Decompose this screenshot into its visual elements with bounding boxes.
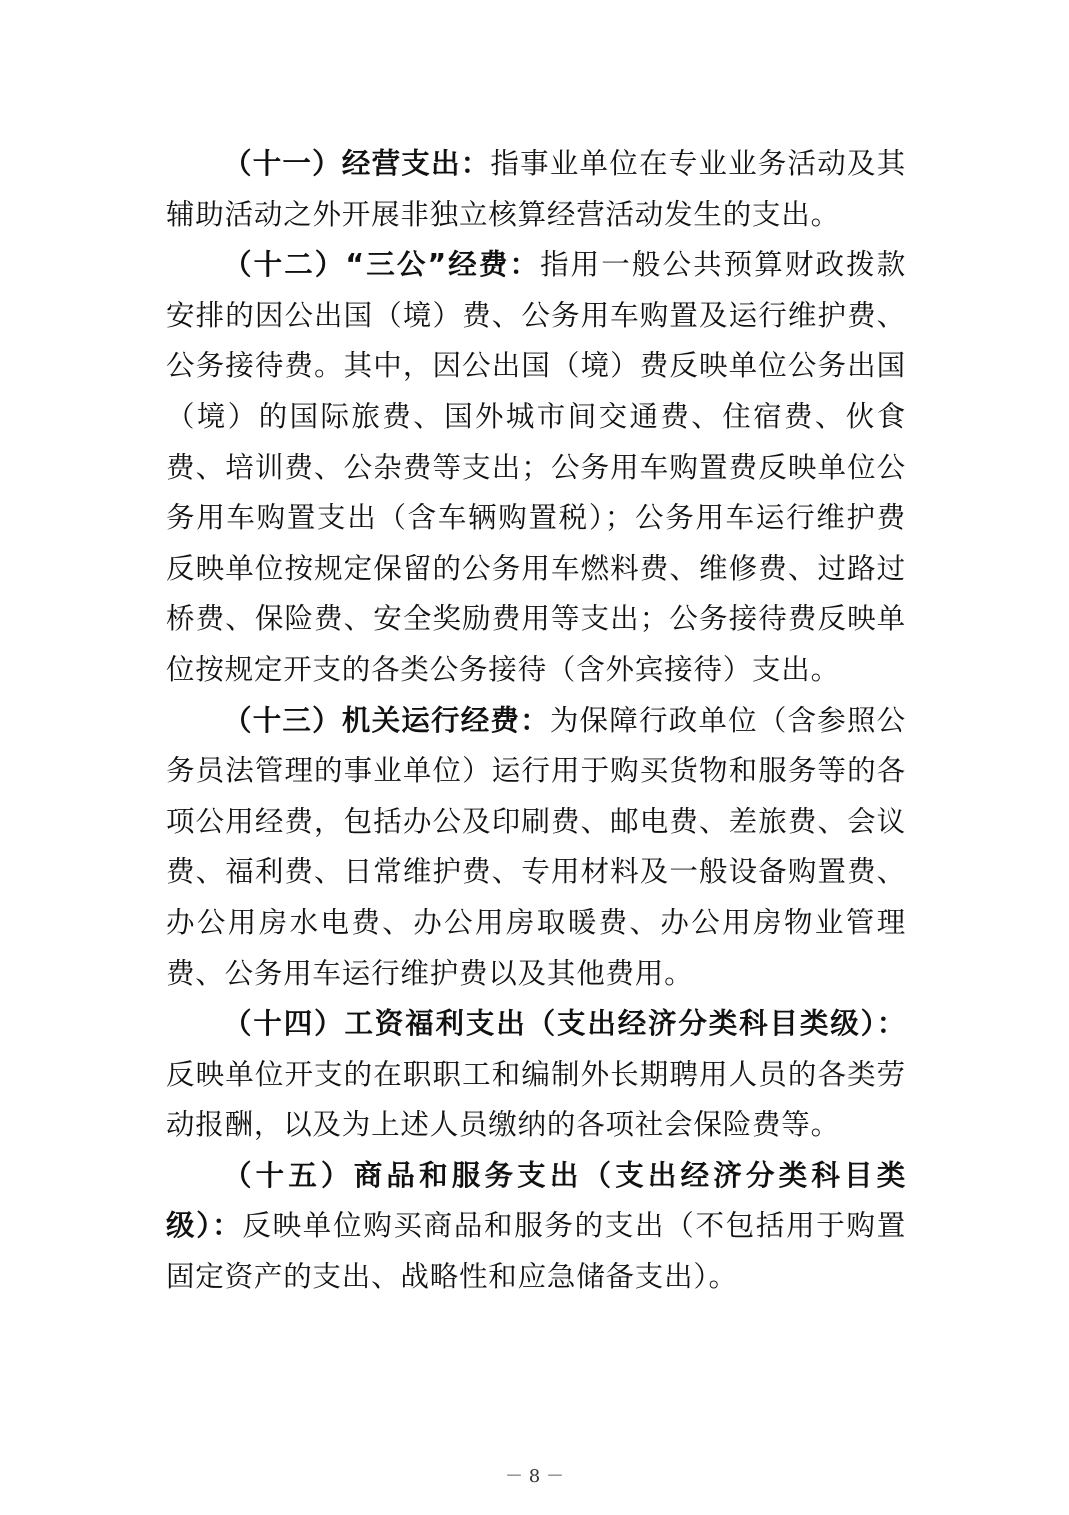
paragraph-text: 指事业单位在专业业务活动及其辅助活动之外开展非独立核算经营活动发生的支出。: [166, 147, 906, 231]
paragraph-heading: （十三）机关运行经费：: [223, 703, 550, 737]
paragraph-heading: （十一）经营支出：: [223, 147, 491, 180]
paragraph-text: 反映单位开支的在职职工和编制外长期聘用人员的各类劳动报酬，以及为上述人员缴纳的各项社会保险费等。: [166, 1057, 906, 1142]
paragraph-14: [166, 999, 906, 1151]
page-number: － 8 －: [505, 1466, 564, 1487]
paragraph-text: 指用一般公共预算财政拨款安排的因公出国（境）费、公务用车购置及运行维护费、公务接待费。其中，因公出国（境）费反映单位公务出国（境）的国际旅费、国外城市间交通费、住宿费、伙食费、培训费、公杂费等支出；公务用车购置费反映单位公务用车购置支出（含车辆购置税）；公务用车运行维护费反映单位按规定保留的公务用车燃料费、维修费、过路过桥费、保险费、安全奖励费用等支出；公务接待费反映单位按规定开支的各类公务接待（含外宾接待）支出。: [166, 248, 906, 686]
paragraph-text: 为保障行政单位（含参照公务员法管理的事业单位）运行用于购买货物和服务等的各项公用经费，包括办公及印刷费、邮电费、差旅费、会议费、福利费、日常维护费、专用材料及一般设备购置费、办公用房水电费、办公用房取暖费、办公用房物业管理费、公务用车运行维护费以及其他费用。: [166, 703, 906, 990]
paragraph-15: [166, 1151, 906, 1303]
paragraph-heading: （十二）“三公”经费：: [223, 248, 541, 282]
paragraph-12: [166, 240, 906, 695]
paragraph-heading: （十四）工资福利支出（支出经济分类科目类级）：: [223, 1007, 906, 1041]
document-body: [166, 139, 906, 1303]
paragraph-text: 反映单位购买商品和服务的支出（不包括用于购置固定资产的支出、战略性和应急储备支出）。: [166, 1209, 906, 1294]
paragraph-13: [166, 696, 906, 1000]
paragraph-heading: （十五）商品和服务支出（支出经济分类科目类级）：: [166, 1158, 906, 1243]
paragraph-11: [166, 139, 906, 240]
